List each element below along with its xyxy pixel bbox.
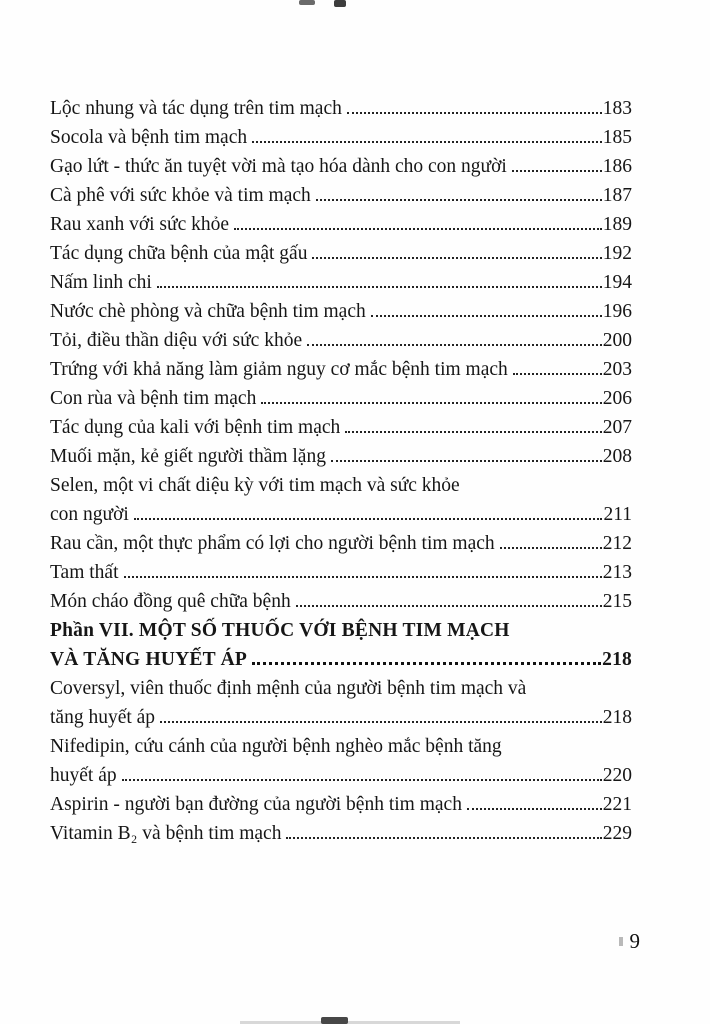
toc-entry-row: [50, 123, 632, 152]
toc-entry-title: Nước chè phòng và chữa bệnh tim mạch: [50, 301, 366, 322]
toc-entry-page: 192: [602, 243, 632, 264]
dot-leader: [316, 199, 602, 201]
toc-entry: [50, 790, 632, 819]
toc-entry-row: [50, 268, 632, 297]
toc-entry-page: 196: [602, 301, 632, 322]
toc-entry-page: 183: [602, 98, 632, 119]
toc-entry-first-line: Selen, một vi chất diệu kỳ với tim mạch và sức khỏe: [50, 475, 460, 496]
toc-entry-row: [50, 94, 632, 123]
toc-entry-page: 218: [602, 649, 632, 670]
toc-entry-page: 185: [602, 127, 632, 148]
toc-entry-row: [50, 384, 632, 413]
toc-entry-title: Gạo lứt - thức ăn tuyệt vời mà tạo hóa dành cho con người: [50, 156, 507, 177]
toc-entry: [50, 732, 632, 790]
toc-entry-first-line: Nifedipin, cứu cánh của người bệnh nghèo mắc bệnh tăng: [50, 736, 502, 757]
toc-entry-row: [50, 558, 632, 587]
toc-entry-title: Socola và bệnh tim mạch: [50, 127, 248, 148]
toc-entry-page: 212: [602, 533, 632, 554]
toc-entry-row: [50, 326, 632, 355]
toc-entry-first-line: Phần VII. MỘT SỐ THUỐC VỚI BỆNH TIM MẠCH: [50, 620, 510, 641]
scan-speck: [619, 937, 623, 946]
scan-artifact-bottom: [321, 1017, 348, 1024]
dot-leader: [157, 286, 602, 288]
toc-entry-page: 189: [602, 214, 632, 235]
toc-entry-page: 215: [602, 591, 632, 612]
toc-entry-title: huyết áp: [50, 765, 117, 786]
toc-entry: [50, 268, 632, 297]
toc-entry: [50, 297, 632, 326]
dot-leader: [307, 344, 602, 346]
dot-leader: [331, 460, 602, 462]
dot-leader: [122, 779, 602, 781]
toc-entry-page: 211: [603, 504, 632, 525]
toc-entry-title: Con rùa và bệnh tim mạch: [50, 388, 257, 409]
toc-entry-title: Rau cần, một thực phẩm có lợi cho người bệnh tim mạch: [50, 533, 495, 554]
toc-entry-page: 208: [602, 446, 632, 467]
toc-entry-page: 220: [602, 765, 632, 786]
toc-entry-page: 200: [602, 330, 632, 351]
toc-entry-title: Vitamin B₂ và bệnh tim mạch: [50, 823, 282, 844]
dot-leader: [345, 431, 601, 433]
toc-entry-first-line: Coversyl, viên thuốc định mệnh của người bệnh tim mạch và: [50, 678, 527, 699]
toc-entry-row: [50, 587, 632, 616]
toc-entry: [50, 123, 632, 152]
toc-entry-title: con người: [50, 504, 129, 525]
toc-entry-page: 186: [602, 156, 632, 177]
dot-leader: [124, 576, 602, 578]
toc-entry-row: [50, 790, 632, 819]
dot-leader: [160, 721, 602, 723]
toc-entry-title: Aspirin - người bạn đường của người bệnh tim mạch: [50, 794, 462, 815]
toc-entry-title: Rau xanh với sức khỏe: [50, 214, 230, 235]
toc-entry: [50, 413, 632, 442]
toc-entry: [50, 326, 632, 355]
toc-entry-row: [50, 645, 632, 674]
toc-entry-row: [50, 239, 632, 268]
toc-entry: [50, 152, 632, 181]
page-number: 9: [629, 929, 640, 953]
dot-leader: [134, 518, 603, 520]
toc-entry-page: 194: [602, 272, 632, 293]
toc-entry-row: [50, 703, 632, 732]
toc-entry: [50, 529, 632, 558]
dot-leader: [286, 837, 601, 839]
toc-entry-row: [50, 500, 632, 529]
dot-leader: [261, 402, 601, 404]
toc-entry: [50, 355, 632, 384]
dot-leader: [500, 547, 602, 549]
dot-leader: [512, 170, 602, 172]
toc-entry-title: Muối mặn, kẻ giết người thầm lặng: [50, 446, 326, 467]
scan-artifact-top-left: [299, 0, 315, 5]
toc-entry-page: 218: [602, 707, 632, 728]
toc-entry: [50, 819, 632, 848]
toc-entry: [50, 94, 632, 123]
toc-entry-page: 207: [602, 417, 632, 438]
toc-entry: [50, 587, 632, 616]
toc-entry: [50, 384, 632, 413]
toc-entry-title: Tác dụng chữa bệnh của mật gấu: [50, 243, 308, 264]
toc-entry: [50, 558, 632, 587]
toc-entry-row: [50, 529, 632, 558]
toc-entry-page: 187: [602, 185, 632, 206]
toc-entry-row: [50, 761, 632, 790]
toc-entry: [50, 616, 632, 674]
toc-entry-title: Cà phê với sức khỏe và tim mạch: [50, 185, 311, 206]
toc-entry-page: 203: [602, 359, 632, 380]
dot-leader: [312, 257, 601, 259]
dot-leader: [467, 808, 602, 810]
toc-entry-row: [50, 819, 632, 848]
dot-leader: [347, 112, 602, 114]
toc-entry-page: 206: [602, 388, 632, 409]
scan-artifact-top-right: [334, 0, 346, 7]
toc-entry: [50, 239, 632, 268]
toc-entry-title: Lộc nhung và tác dụng trên tim mạch: [50, 98, 342, 119]
toc-entry-row: [50, 210, 632, 239]
dot-leader: [252, 141, 602, 143]
dot-leader: [296, 605, 602, 607]
toc-entry-title: Món cháo đồng quê chữa bệnh: [50, 591, 291, 612]
toc-list: [50, 94, 632, 848]
toc-entry: [50, 442, 632, 471]
toc-entry-row: [50, 442, 632, 471]
toc-entry: [50, 471, 632, 529]
toc-entry-row: [50, 355, 632, 384]
toc-entry-title: Nấm linh chi: [50, 272, 152, 293]
dot-leader: [371, 315, 602, 317]
toc-entry-title: Tỏi, điều thần diệu với sức khỏe: [50, 330, 303, 351]
toc-entry-page: 213: [602, 562, 632, 583]
toc-entry-page: 229: [602, 823, 632, 844]
toc-entry: [50, 181, 632, 210]
toc-entry-row: [50, 152, 632, 181]
toc-entry-page: 221: [602, 794, 632, 815]
toc-entry-title: Trứng với khả năng làm giảm nguy cơ mắc bệnh tim mạch: [50, 359, 508, 380]
dot-leader: [234, 228, 602, 230]
toc-entry-title: Tác dụng của kali với bệnh tim mạch: [50, 417, 341, 438]
toc-entry-row: [50, 181, 632, 210]
toc-entry-title: tăng huyết áp: [50, 707, 156, 728]
page-number-row: [619, 929, 641, 954]
dot-leader: [513, 373, 602, 375]
toc-entry: [50, 210, 632, 239]
toc-entry-title: Tam thất: [50, 562, 119, 583]
toc-entry-title: VÀ TĂNG HUYẾT ÁP: [50, 649, 247, 670]
toc-entry-row: [50, 413, 632, 442]
toc-entry-row: [50, 297, 632, 326]
dot-leader: [252, 662, 601, 665]
toc-entry: [50, 674, 632, 732]
